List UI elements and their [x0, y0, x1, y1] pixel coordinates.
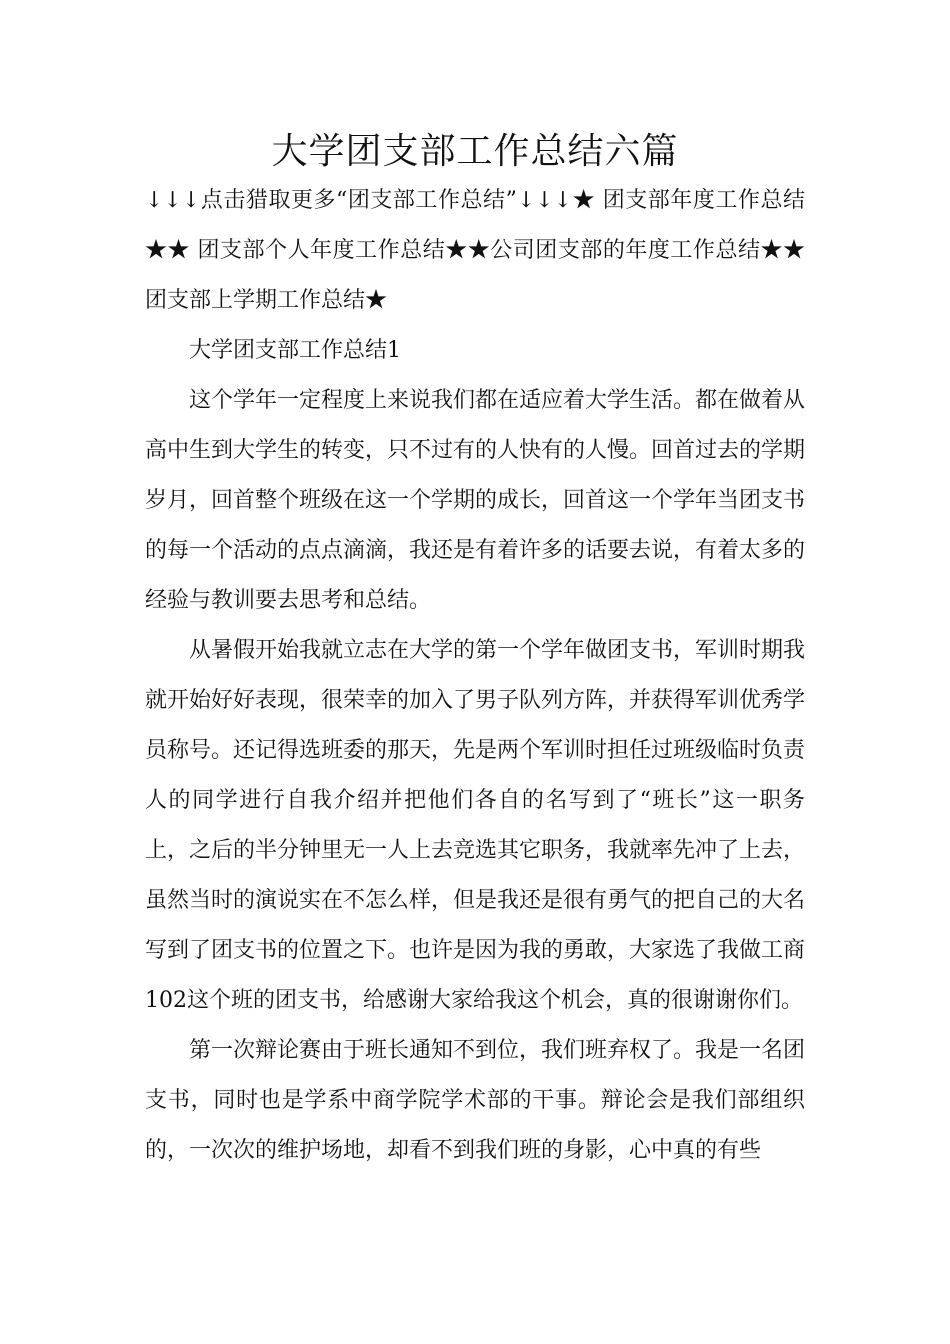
section-heading: 大学团支部工作总结1 [189, 338, 401, 363]
document-title: 大学团支部工作总结六篇 [271, 131, 679, 172]
body-paragraph: 第一次辩论赛由于班长通知不到位，我们班弃权了。我是一名团支书，同时也是学系中商学院学术部的干事。辩论会是我们部组织的，一次次的维护场地，却看不到我们班的身影，心中真的有些 [145, 1038, 806, 1163]
related-links-paragraph: ↓↓↓点击猎取更多“团支部工作总结”↓↓↓★ 团支部年度工作总结★★ 团支部个人年度工作总结★★公司团支部的年度工作总结★★ 团支部上学期工作总结★ [145, 188, 805, 313]
document-body [145, 176, 805, 1176]
body-paragraph: 从暑假开始我就立志在大学的第一个学年做团支书，军训时期我就开始好好表现，很荣幸的加入了男子队列方阵，并获得军训优秀学员称号。还记得选班委的那天，先是两个军训时担任过班级临时负责人的同学进行自我介绍并把他们各自的名写到了“班长”这一职务上，之后的半分钟里无一人上去竞选其它职务，我就率先冲了上去，虽然当时的演说实在不怎么样，但是我还是很有勇气的把自己的大名写到了团支书的位置之下。也许是因为我的勇敢，大家选了我做工商102这个班的团支书，给感谢大家给我这个机会，真的很谢谢你们。 [145, 638, 806, 1013]
body-paragraph: 这个学年一定程度上来说我们都在适应着大学生活。都在做着从高中生到大学生的转变，只不过有的人快有的人慢。回首过去的学期岁月，回首整个班级在这一个学期的成长，回首这一个学年当团支书的每一个活动的点点滴滴，我还是有着许多的话要去说，有着太多的经验与教训要去思考和总结。 [145, 388, 806, 613]
